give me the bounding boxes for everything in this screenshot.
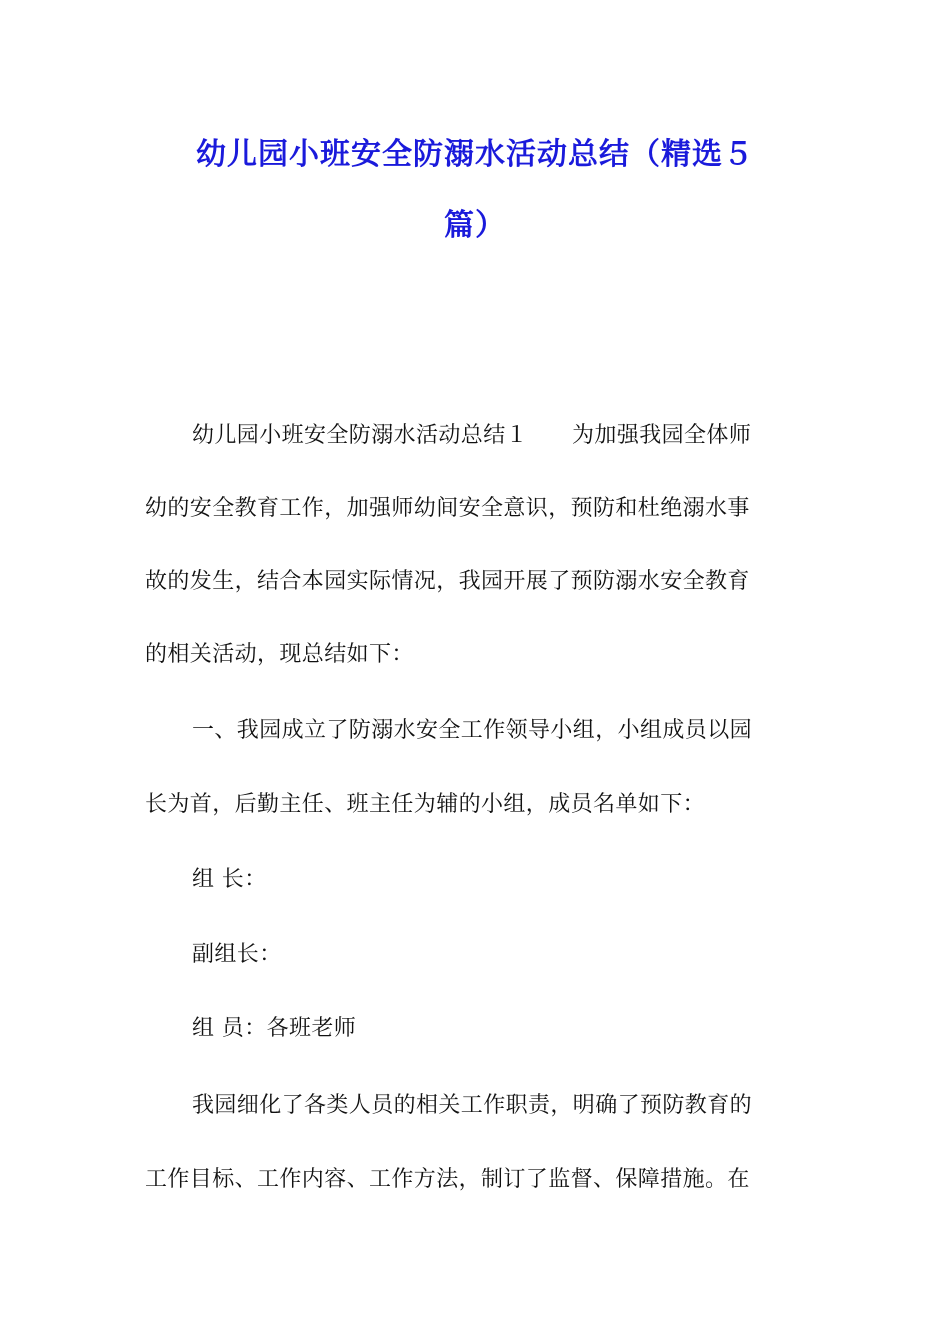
member-leader: 组 长： <box>192 867 267 892</box>
paragraph-1-line-2: 幼的安全教育工作，加强师幼间安全意识，预防和杜绝溺水事 <box>145 496 750 521</box>
paragraph-2-line-2: 长为首，后勤主任、班主任为辅的小组，成员名单如下： <box>145 792 706 817</box>
paragraph-3-line-2: 工作目标、工作内容、工作方法，制订了监督、保障措施。在 <box>145 1167 750 1192</box>
section-heading: 幼儿园小班安全防溺水活动总结１ <box>192 423 529 448</box>
member-vice-leader: 副组长： <box>192 942 282 967</box>
paragraph-1-line-1 <box>192 421 862 451</box>
paragraph-1-line-4: 的相关活动，现总结如下： <box>145 642 414 667</box>
paragraph-2-line-1: 一、我园成立了防溺水安全工作领导小组，小组成员以园 <box>192 718 753 743</box>
paragraph-1-line-3: 故的发生，结合本园实际情况，我园开展了预防溺水安全教育 <box>145 569 750 594</box>
paragraph-3-line-1: 我园细化了各类人员的相关工作职责，明确了预防教育的 <box>192 1093 753 1118</box>
member-members: 组 员：各班老师 <box>192 1016 357 1041</box>
document-title-line-2: 篇） <box>444 208 506 243</box>
document-title-line-1: 幼儿园小班安全防溺水活动总结（精选５ <box>196 137 754 172</box>
paragraph-text: 为加强我园全体师 <box>572 423 752 448</box>
